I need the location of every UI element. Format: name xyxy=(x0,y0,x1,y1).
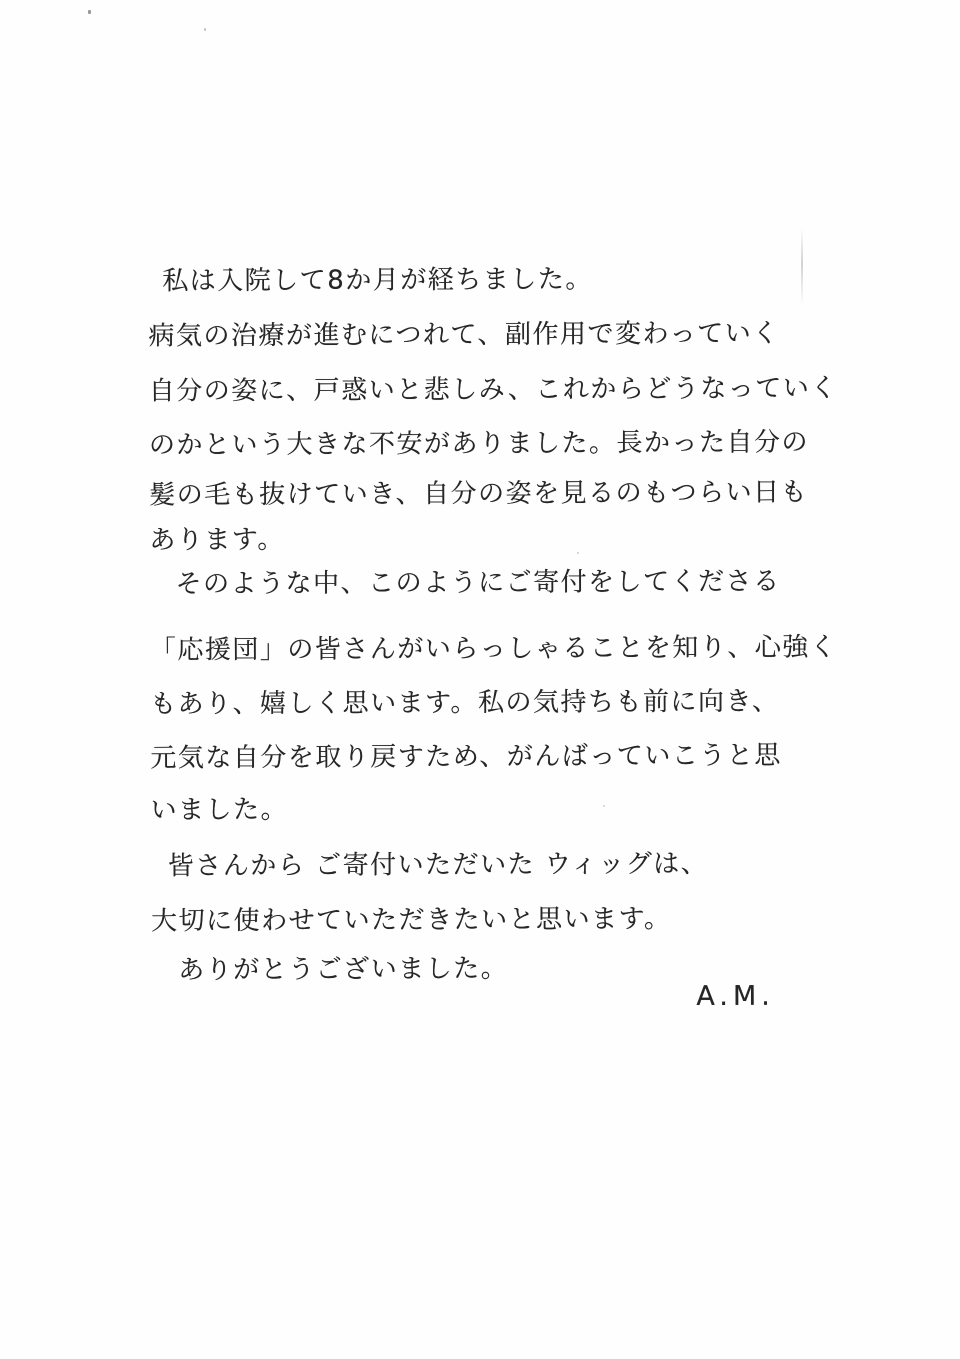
letter-line: 病気の治療が進むにつれて、副作用で変わっていく xyxy=(148,318,780,352)
letter-line: ありがとうございました。 xyxy=(178,953,509,986)
letter-line: 私は入院して8か月が経ちました。 xyxy=(162,264,593,297)
letter-line: 自分の姿に、戸惑いと悲しみ、これからどうなっていく xyxy=(148,373,838,407)
letter-line: 皆さんから ご寄付いただいた ウィッグは、 xyxy=(167,849,709,882)
scan-speck xyxy=(603,805,605,807)
scan-speck xyxy=(88,10,91,14)
letter-line: いました。 xyxy=(150,794,289,826)
scan-speck xyxy=(577,552,579,554)
letter-line: 髪の毛も抜けていき、自分の姿を見るのもつらい日も xyxy=(149,477,809,511)
letter-line: 「応援団」の皆さんがいらっしゃることを知り、心強く xyxy=(149,632,838,666)
letter-line: そのような中、このようにご寄付をしてくださる xyxy=(175,566,781,600)
letter-line: もあり、嬉しく思います。私の気持ちも前に向き、 xyxy=(150,686,780,720)
letter-line: のかという大きな不安がありました。長かった自分の xyxy=(148,427,810,461)
letter-line: 大切に使わせていただきたいと思います。 xyxy=(150,904,672,937)
signature-initials: A.M. xyxy=(696,980,775,1013)
letter-line: あります。 xyxy=(149,524,285,556)
scan-scratch-artifact xyxy=(801,228,803,306)
scan-speck xyxy=(204,28,206,31)
letter-line: 元気な自分を取り戻すため、がんばっていこうと思 xyxy=(150,740,782,774)
